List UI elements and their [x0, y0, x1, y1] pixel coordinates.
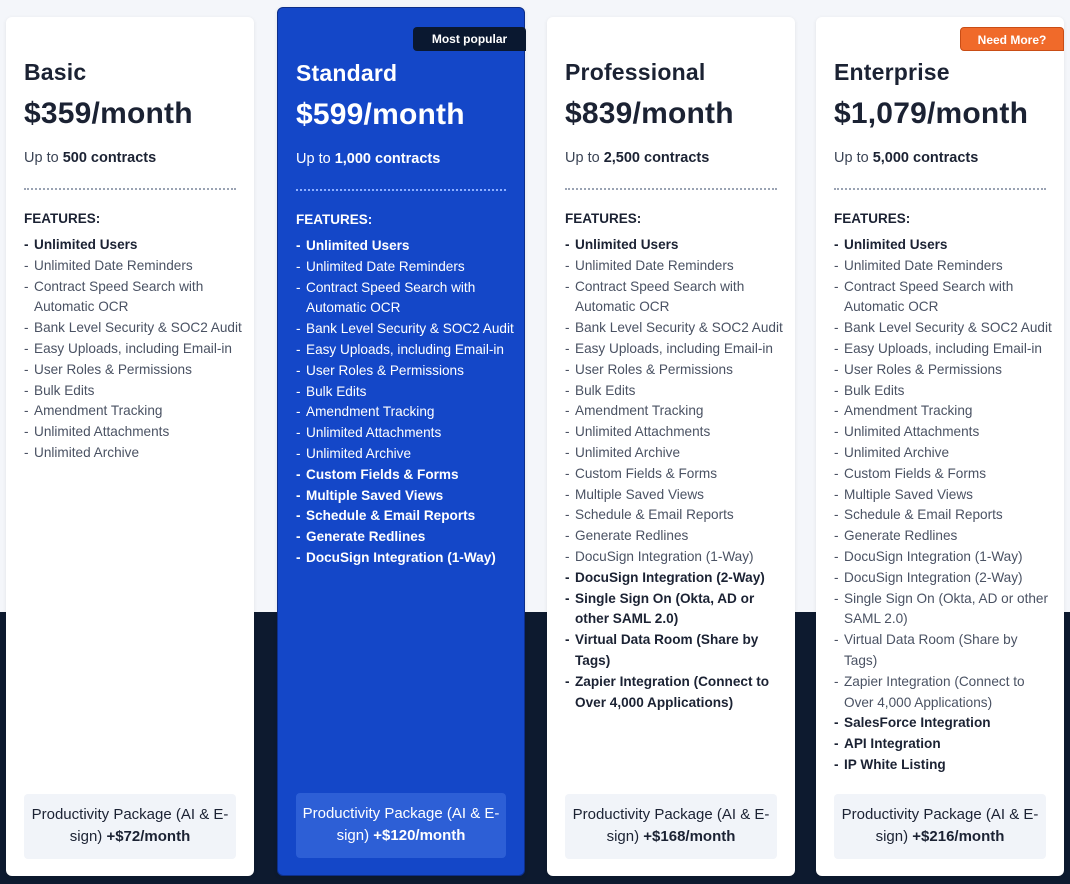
- divider: [565, 188, 777, 190]
- feature-item: - Unlimited Date Reminders: [834, 256, 1054, 277]
- plan-price: $599/month: [296, 98, 465, 131]
- feature-item: - Generate Redlines: [296, 527, 514, 548]
- feature-item: - User Roles & Permissions: [565, 360, 785, 381]
- feature-item: - Unlimited Archive: [24, 443, 244, 464]
- feature-item: - Unlimited Users: [565, 235, 785, 256]
- divider: [834, 188, 1046, 190]
- feature-item: - Bank Level Security & SOC2 Audit: [24, 318, 244, 339]
- feature-item: - Easy Uploads, including Email-in: [24, 339, 244, 360]
- most-popular-badge: Most popular: [413, 27, 526, 51]
- feature-item: - Amendment Tracking: [296, 402, 514, 423]
- features-list: [24, 235, 244, 464]
- feature-item: - User Roles & Permissions: [834, 360, 1054, 381]
- feature-item: - Unlimited Users: [24, 235, 244, 256]
- feature-item: - User Roles & Permissions: [296, 361, 514, 382]
- feature-item: - DocuSign Integration (2-Way): [565, 568, 785, 589]
- plan-price: $359/month: [24, 97, 193, 130]
- feature-item: - Bank Level Security & SOC2 Audit: [565, 318, 785, 339]
- feature-item: - Schedule & Email Reports: [296, 506, 514, 527]
- features-list: [296, 236, 514, 569]
- feature-item: - Custom Fields & Forms: [565, 464, 785, 485]
- feature-item: - Virtual Data Room (Share by Tags): [565, 630, 785, 672]
- feature-item: - Contract Speed Search with Automatic OCR: [296, 278, 514, 320]
- feature-item: - Unlimited Archive: [296, 444, 514, 465]
- features-heading: FEATURES:: [296, 212, 373, 227]
- plan-price: $1,079/month: [834, 97, 1029, 130]
- plan-contracts: Up to 5,000 contracts: [834, 150, 979, 166]
- plan-price: $839/month: [565, 97, 734, 130]
- feature-item: - Custom Fields & Forms: [834, 464, 1054, 485]
- feature-item: - DocuSign Integration (1-Way): [565, 547, 785, 568]
- feature-item: - Schedule & Email Reports: [565, 505, 785, 526]
- feature-item: - IP White Listing: [834, 755, 1054, 776]
- feature-item: - Bulk Edits: [24, 381, 244, 402]
- feature-item: - DocuSign Integration (1-Way): [296, 548, 514, 569]
- feature-item: - Unlimited Users: [834, 235, 1054, 256]
- feature-item: - Easy Uploads, including Email-in: [565, 339, 785, 360]
- feature-item: - API Integration: [834, 734, 1054, 755]
- feature-item: - Unlimited Users: [296, 236, 514, 257]
- plan-name: Basic: [24, 59, 87, 85]
- feature-item: - Unlimited Date Reminders: [24, 256, 244, 277]
- feature-item: - User Roles & Permissions: [24, 360, 244, 381]
- feature-item: - Bulk Edits: [834, 381, 1054, 402]
- feature-item: - Unlimited Archive: [565, 443, 785, 464]
- feature-item: - Unlimited Archive: [834, 443, 1054, 464]
- feature-item: - Unlimited Date Reminders: [296, 257, 514, 278]
- features-heading: FEATURES:: [834, 211, 911, 226]
- plan-contracts: Up to 1,000 contracts: [296, 151, 441, 167]
- feature-item: - SalesForce Integration: [834, 713, 1054, 734]
- productivity-package[interactable]: Productivity Package (AI & E-sign) +$168/month: [565, 794, 777, 859]
- feature-item: - Bulk Edits: [296, 382, 514, 403]
- feature-item: - Bank Level Security & SOC2 Audit: [834, 318, 1054, 339]
- features-heading: FEATURES:: [565, 211, 642, 226]
- plan-contracts: Up to 500 contracts: [24, 150, 157, 166]
- feature-item: - Unlimited Date Reminders: [565, 256, 785, 277]
- feature-item: - Schedule & Email Reports: [834, 505, 1054, 526]
- feature-item: - Multiple Saved Views: [834, 485, 1054, 506]
- plan-card-basic: [6, 17, 254, 876]
- feature-item: - Single Sign On (Okta, AD or other SAML 2.0): [565, 589, 785, 631]
- feature-item: - Unlimited Attachments: [24, 422, 244, 443]
- divider: [296, 189, 506, 191]
- feature-item: - Contract Speed Search with Automatic OCR: [834, 277, 1054, 319]
- feature-item: - Single Sign On (Okta, AD or other SAML 2.0): [834, 589, 1054, 631]
- feature-item: - Zapier Integration (Connect to Over 4,000 Applications): [565, 672, 785, 714]
- feature-item: - Virtual Data Room (Share by Tags): [834, 630, 1054, 672]
- plan-card-standard: [277, 7, 525, 876]
- plan-name: Enterprise: [834, 59, 950, 85]
- feature-item: - Unlimited Attachments: [296, 423, 514, 444]
- productivity-package[interactable]: Productivity Package (AI & E-sign) +$120/month: [296, 793, 506, 858]
- feature-item: - Contract Speed Search with Automatic OCR: [565, 277, 785, 319]
- feature-item: - Generate Redlines: [834, 526, 1054, 547]
- productivity-package[interactable]: Productivity Package (AI & E-sign) +$216/month: [834, 794, 1046, 859]
- feature-item: - Custom Fields & Forms: [296, 465, 514, 486]
- feature-item: - Unlimited Attachments: [565, 422, 785, 443]
- features-list: [834, 235, 1054, 776]
- feature-item: - Bank Level Security & SOC2 Audit: [296, 319, 514, 340]
- feature-item: - Easy Uploads, including Email-in: [296, 340, 514, 361]
- plan-card-enterprise: [816, 17, 1064, 876]
- feature-item: - Amendment Tracking: [834, 401, 1054, 422]
- features-heading: FEATURES:: [24, 211, 101, 226]
- feature-item: - Amendment Tracking: [565, 401, 785, 422]
- feature-item: - Zapier Integration (Connect to Over 4,000 Applications): [834, 672, 1054, 714]
- productivity-package[interactable]: Productivity Package (AI & E-sign) +$72/month: [24, 794, 236, 859]
- feature-item: - DocuSign Integration (1-Way): [834, 547, 1054, 568]
- plan-contracts: Up to 2,500 contracts: [565, 150, 710, 166]
- feature-item: - Contract Speed Search with Automatic OCR: [24, 277, 244, 319]
- features-list: [565, 235, 785, 713]
- feature-item: - Multiple Saved Views: [296, 486, 514, 507]
- feature-item: - DocuSign Integration (2-Way): [834, 568, 1054, 589]
- plan-card-professional: [547, 17, 795, 876]
- plan-name: Professional: [565, 59, 706, 85]
- plan-name: Standard: [296, 60, 398, 86]
- divider: [24, 188, 236, 190]
- feature-item: - Easy Uploads, including Email-in: [834, 339, 1054, 360]
- feature-item: - Unlimited Attachments: [834, 422, 1054, 443]
- need-more-badge[interactable]: Need More?: [960, 27, 1064, 51]
- feature-item: - Bulk Edits: [565, 381, 785, 402]
- feature-item: - Multiple Saved Views: [565, 485, 785, 506]
- feature-item: - Amendment Tracking: [24, 401, 244, 422]
- feature-item: - Generate Redlines: [565, 526, 785, 547]
